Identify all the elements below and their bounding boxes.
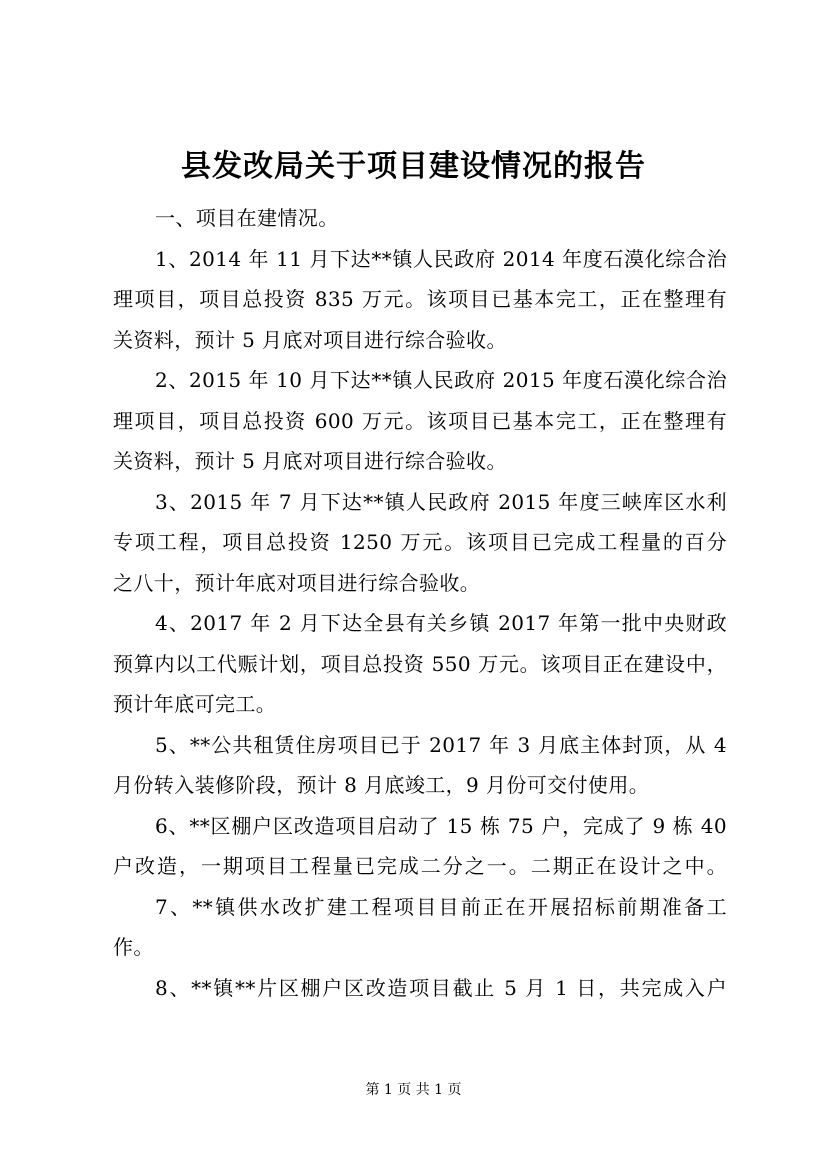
paragraph-line: 户改造，一期项目工程量已完成二分之一。二期正在设计之中。: [113, 854, 727, 878]
paragraph-line: 1、2014 年 11 月下达**镇人民政府 2014 年度石漠化综合治: [155, 246, 727, 271]
document-title: 县发改局关于项目建设情况的报告: [181, 149, 646, 184]
page-footer: 第 1 页 共 1 页: [365, 1082, 462, 1098]
paragraph-line: 2、2015 年 10 月下达**镇人民政府 2015 年度石漠化综合治: [155, 368, 727, 392]
paragraph-line: 6、**区棚户区改造项目启动了 15 栋 75 户，完成了 9 栋 40: [155, 813, 727, 838]
paragraph-line: 4、2017 年 2 月下达全县有关乡镇 2017 年第一批中央财政: [155, 611, 727, 635]
section-heading: 一、项目在建情况。: [155, 206, 339, 230]
paragraph-line: 8、**镇**片区棚户区改造项目截止 5 月 1 日，共完成入户: [155, 975, 727, 1000]
paragraph-line: 理项目，项目总投资 600 万元。该项目已基本完工，正在整理有: [113, 408, 727, 433]
paragraph-line: 关资料，预计 5 月底对项目进行综合验收。: [113, 449, 507, 473]
paragraph-line: 3、2015 年 7 月下达**镇人民政府 2015 年度三峡库区水利: [155, 489, 727, 514]
paragraph-line: 作。: [113, 935, 154, 959]
paragraph-line: 预算内以工代赈计划，项目总投资 550 万元。该项目正在建设中，: [113, 651, 727, 676]
paragraph-line: 预计年底可完工。: [113, 692, 277, 716]
paragraph-line: 理项目，项目总投资 835 万元。该项目已基本完工，正在整理有: [113, 287, 727, 311]
paragraph-line: 月份转入装修阶段，预计 8 月底竣工，9 月份可交付使用。: [113, 773, 650, 797]
paragraph-line: 7、**镇供水改扩建工程项目目前正在开展招标前期准备工: [155, 894, 727, 919]
paragraph-line: 专项工程，项目总投资 1250 万元。该项目已完成工程量的百分: [113, 530, 727, 554]
paragraph-line: 关资料，预计 5 月底对项目进行综合验收。: [113, 327, 507, 352]
paragraph-line: 5、**公共租赁住房项目已于 2017 年 3 月底主体封顶，从 4: [155, 732, 727, 757]
paragraph-line: 之八十，预计年底对项目进行综合验收。: [113, 570, 481, 595]
document-body: [113, 198, 727, 1008]
